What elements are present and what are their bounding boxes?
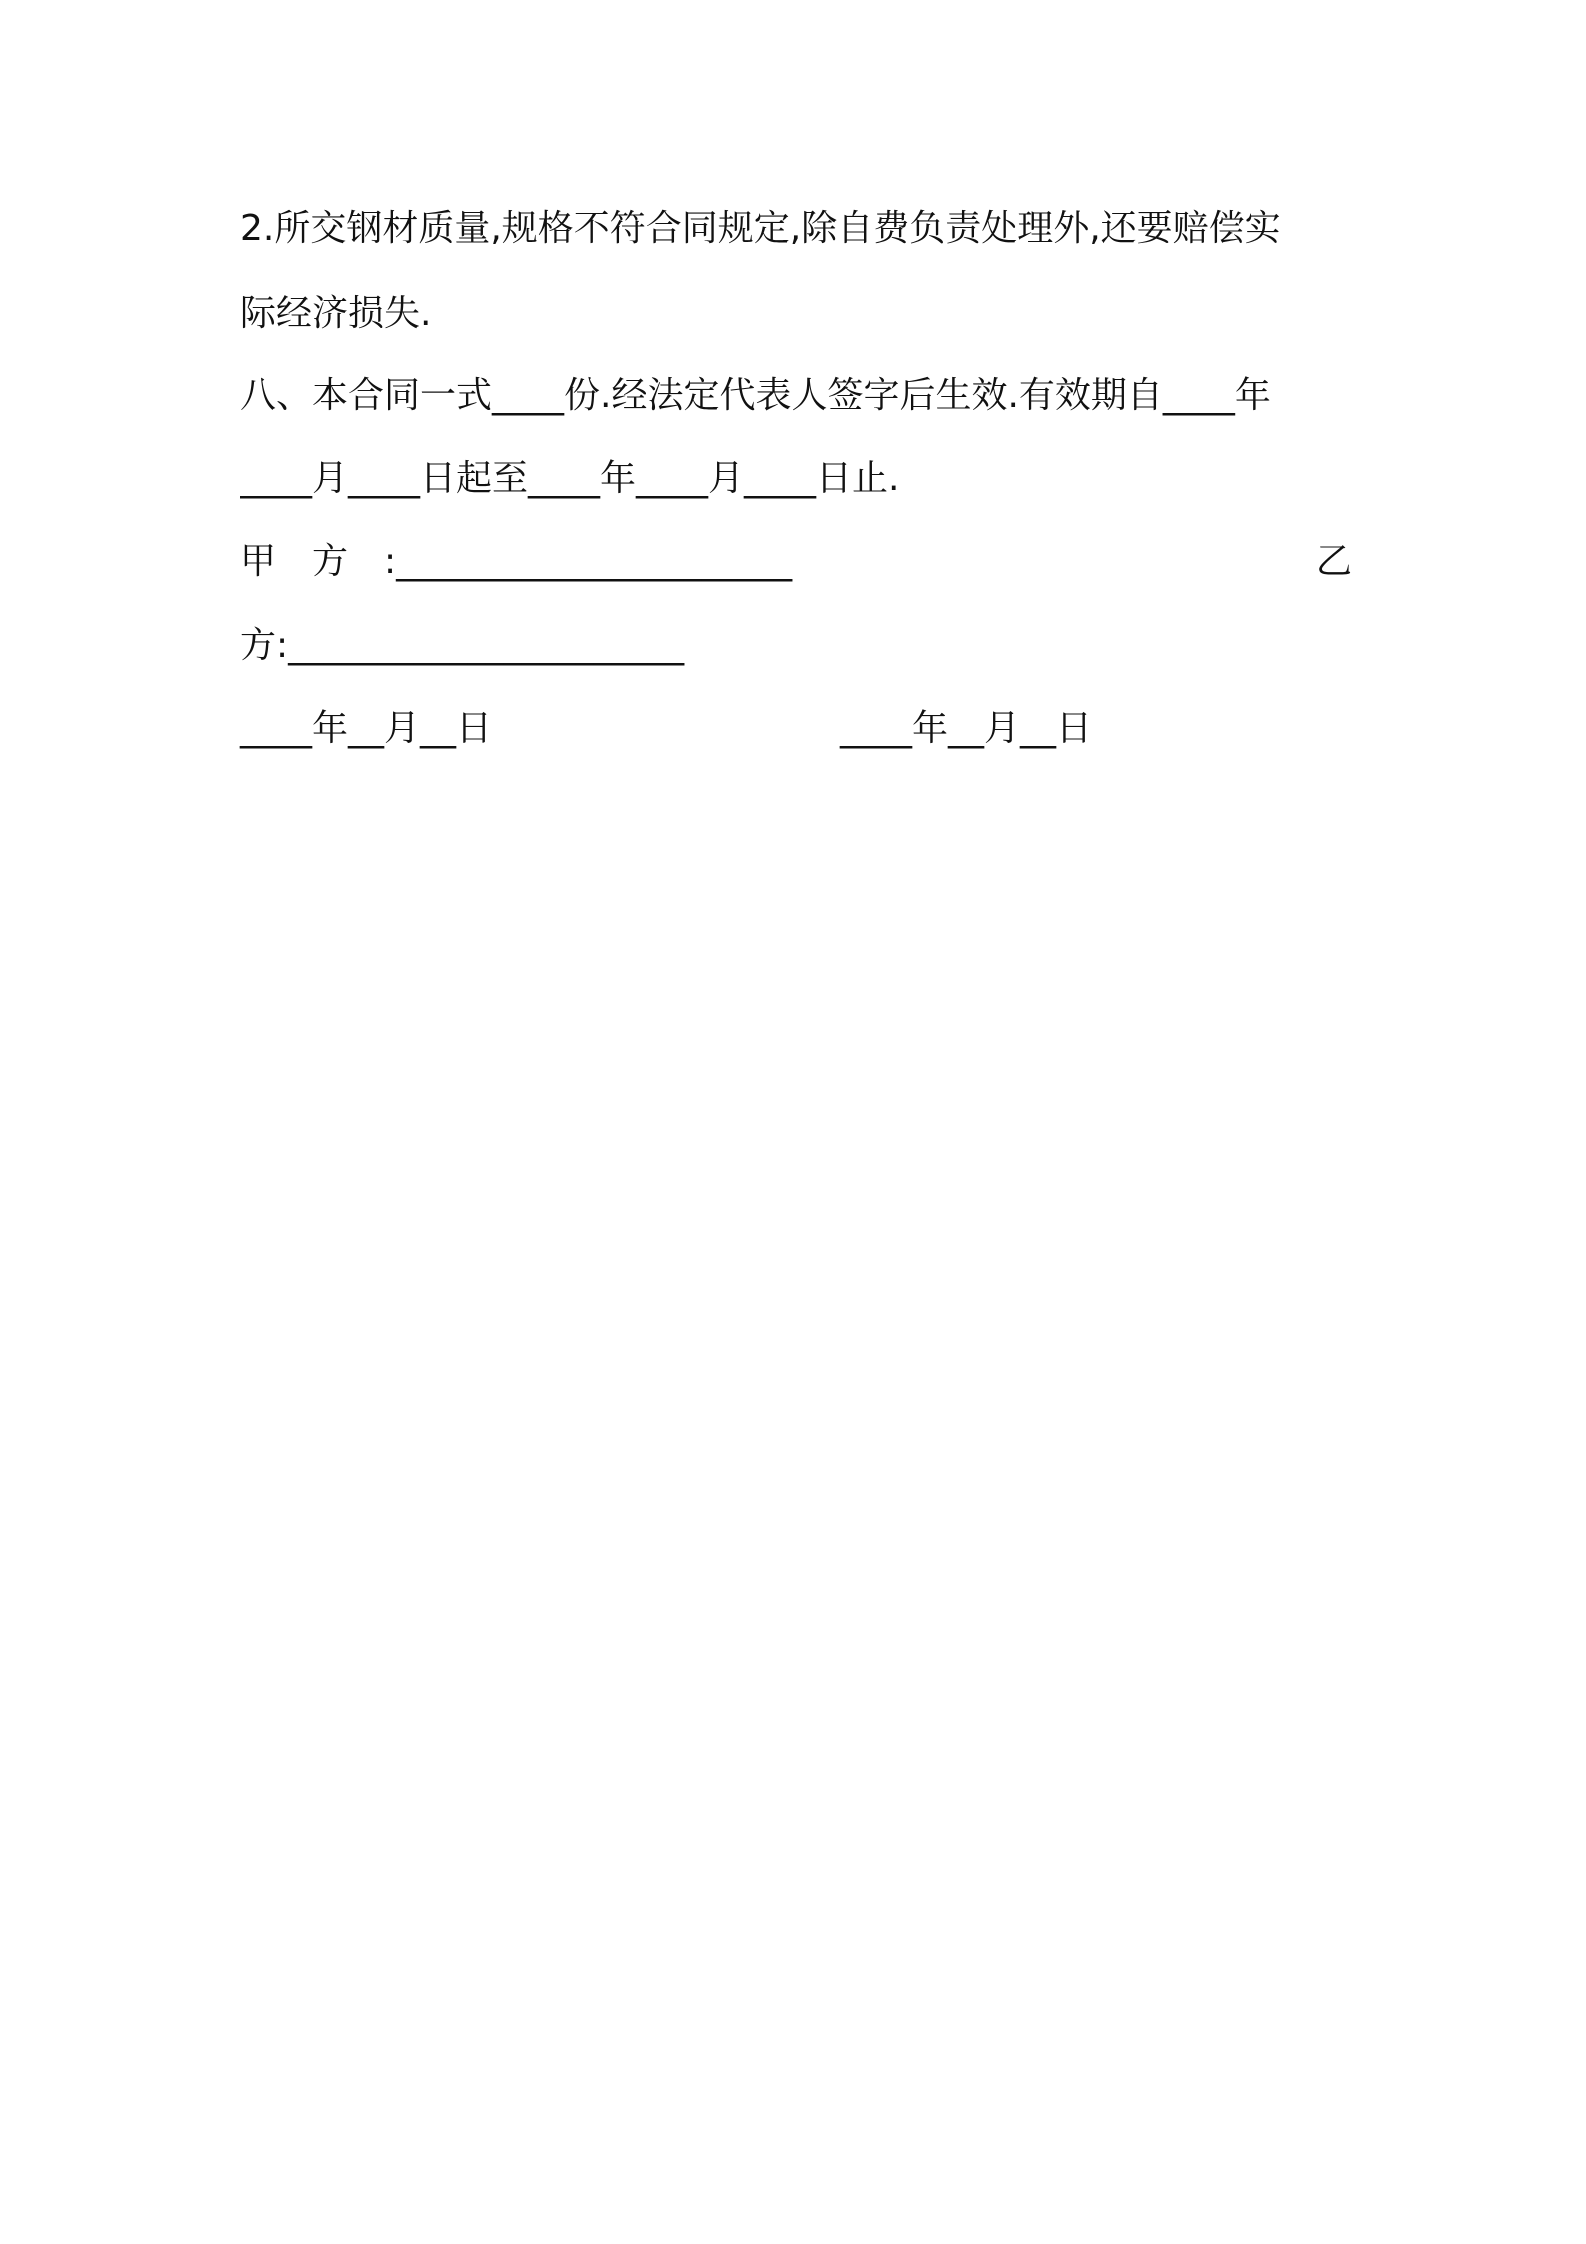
party-b-signature: 方:______________________ <box>240 625 685 666</box>
clause-8-line-2: ____月____日起至____年____月____日止. <box>240 458 900 499</box>
clause-8-line-1: 八、本合同一式____份.经法定代表人签字后生效.有效期自____年 <box>240 375 1271 416</box>
party-b-label-char: 乙 <box>1315 541 1352 582</box>
clause-2-line-1: 2.所交钢材质量,规格不符合同规定,除自费负责处理外,还要赔偿实 <box>240 208 1281 249</box>
signature-row <box>240 538 1352 586</box>
party-a-signature: 甲 方 :______________________ <box>240 541 793 582</box>
clause-2-line-2: 际经济损失. <box>240 293 432 334</box>
party-a-date: ____年__月__日 <box>240 708 493 749</box>
party-b-date: ____年__月__日 <box>840 708 1093 749</box>
